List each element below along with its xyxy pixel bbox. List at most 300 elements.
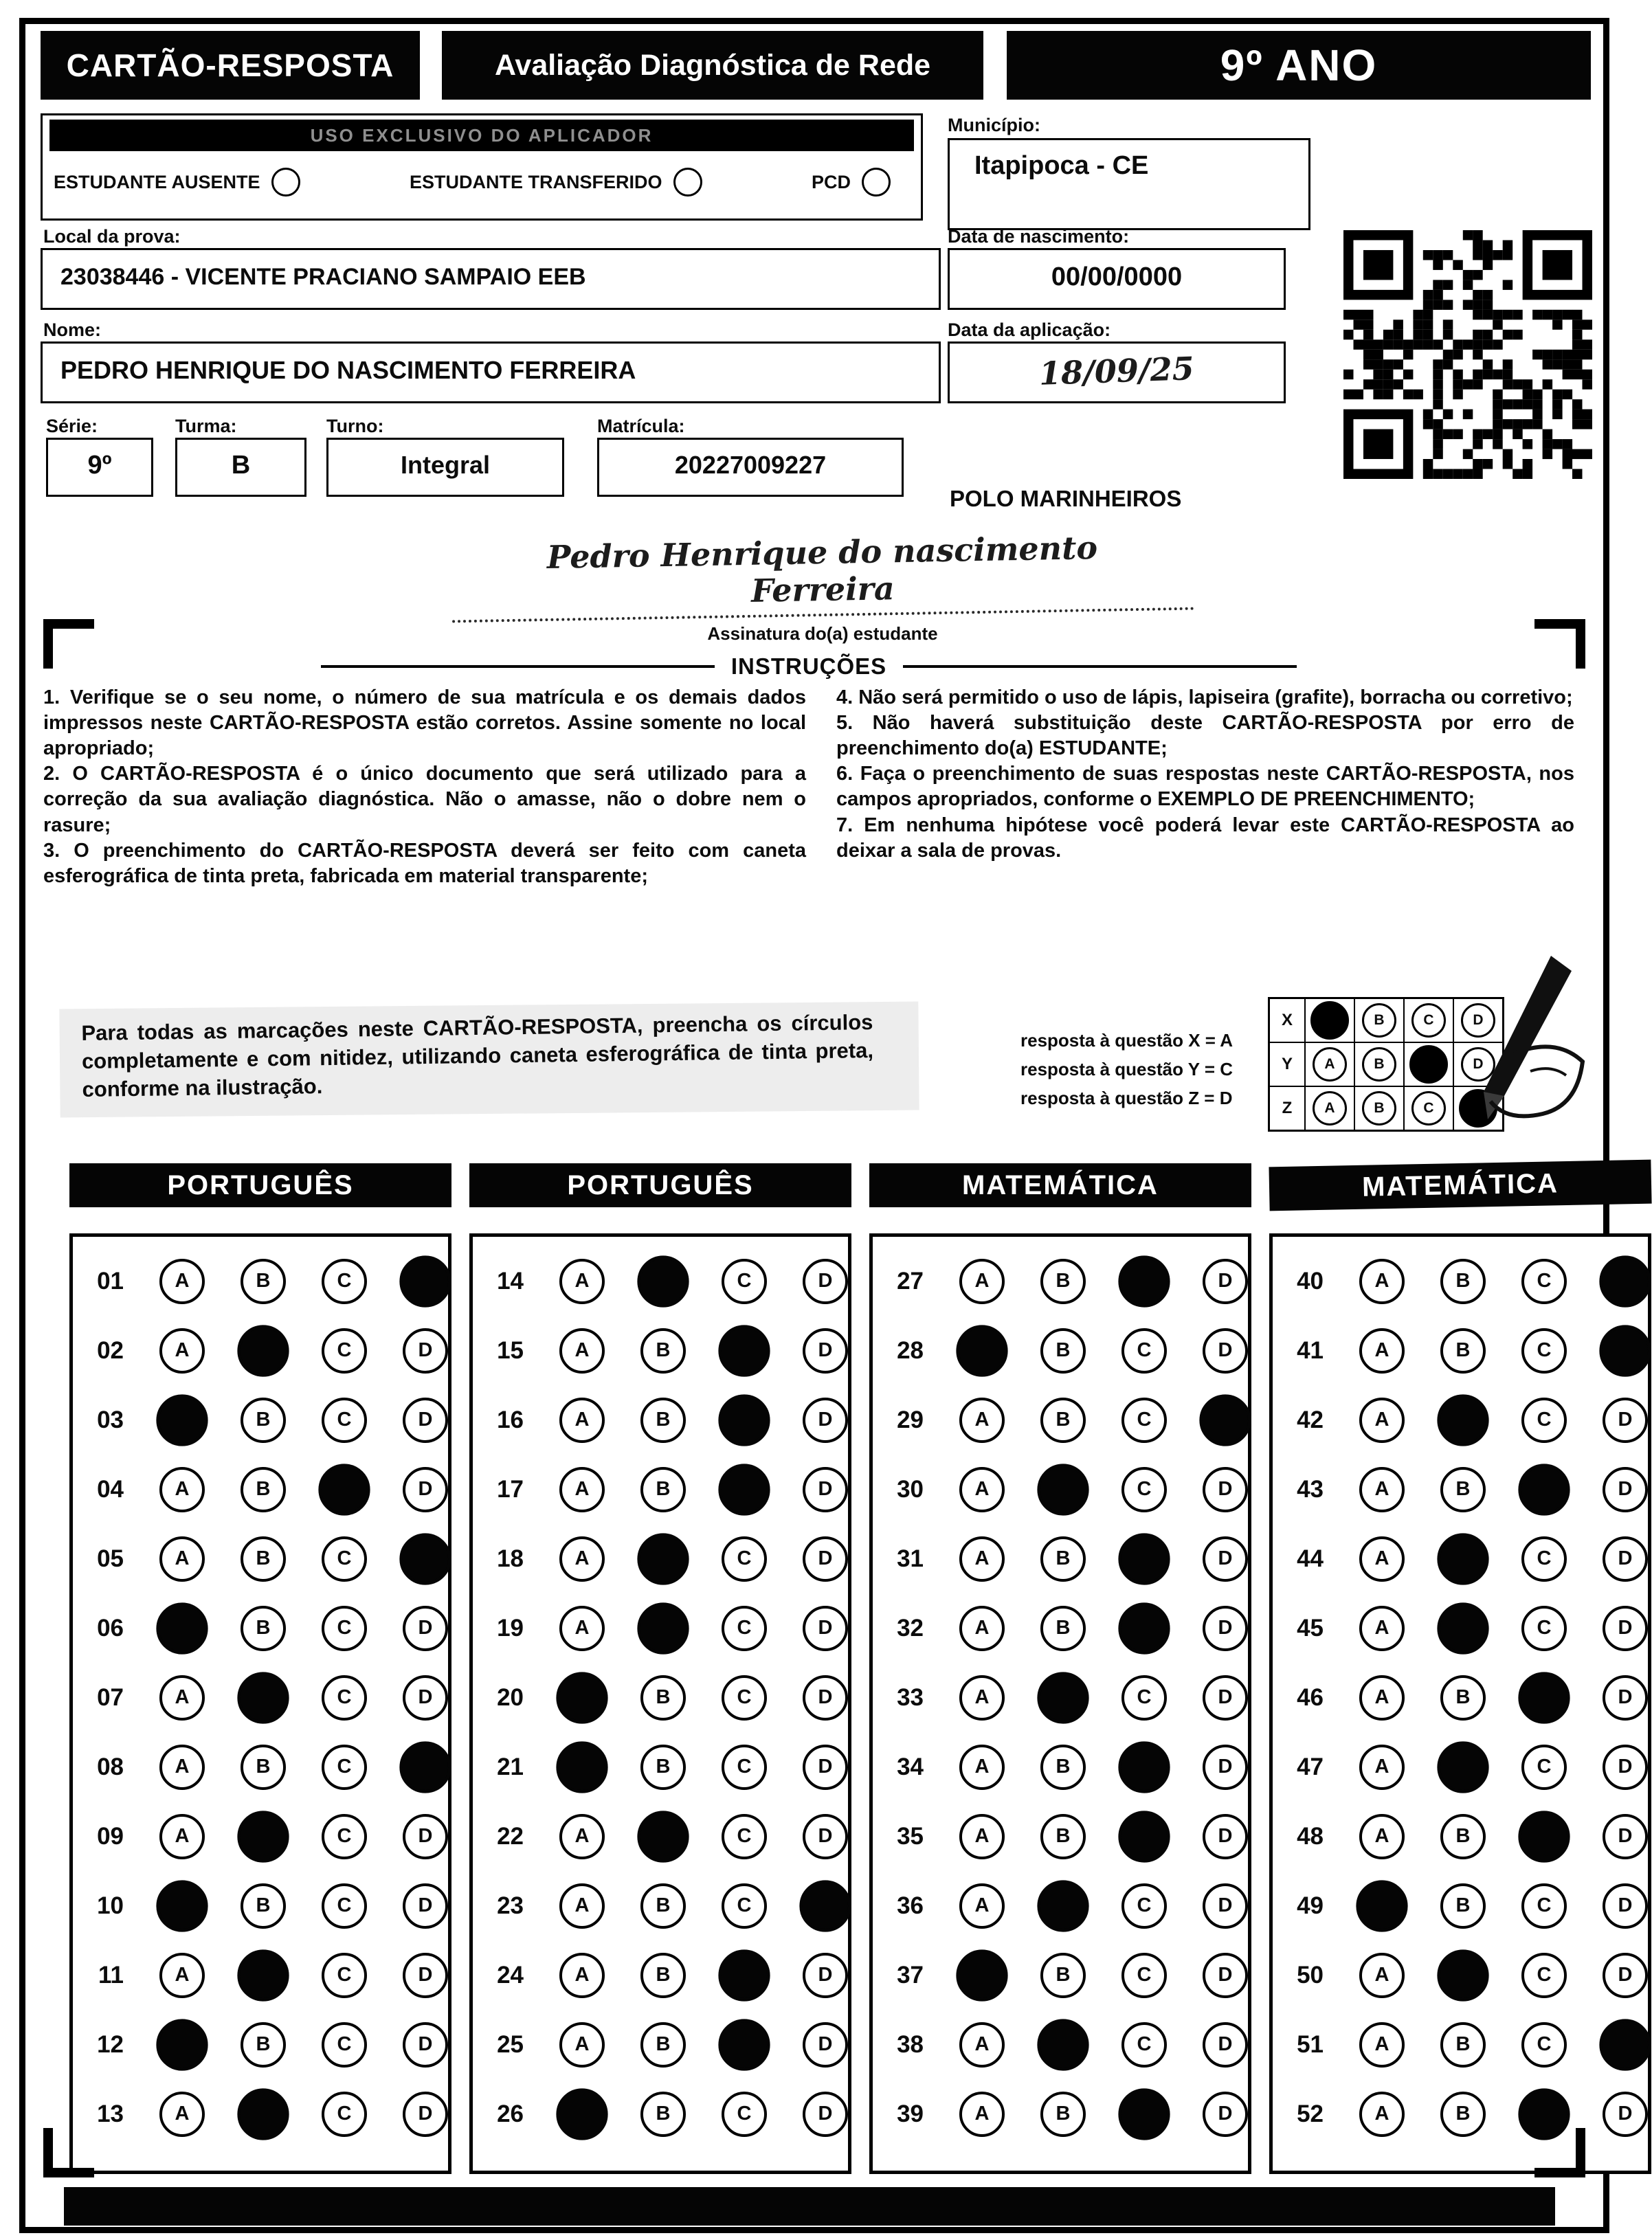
answer-bubble[interactable]: B xyxy=(640,2022,686,2068)
answer-bubble[interactable]: C xyxy=(1521,1745,1567,1790)
answer-section-header: MATEMÁTICA xyxy=(1269,1160,1651,1211)
answer-bubble[interactable]: A xyxy=(959,1675,1005,1721)
answer-bubble[interactable]: B xyxy=(1440,1883,1486,1929)
answer-bubble[interactable]: C xyxy=(1521,2022,1567,2068)
answer-box xyxy=(469,1233,851,2174)
answer-bubble[interactable]: C xyxy=(1521,1883,1567,1929)
example-cell xyxy=(1355,1087,1403,1130)
answer-box xyxy=(69,1233,451,2174)
answer-bubble[interactable]: A xyxy=(1359,1259,1405,1304)
answer-bubble[interactable] xyxy=(318,1464,370,1515)
answer-bubble[interactable]: B xyxy=(640,1398,686,1443)
answer-bubble[interactable]: D xyxy=(1603,1675,1648,1721)
answer-bubble[interactable]: C xyxy=(1121,1398,1167,1443)
answer-bubble[interactable]: D xyxy=(803,1606,848,1651)
answer-bubble[interactable] xyxy=(1118,1255,1170,1307)
answer-bubble[interactable] xyxy=(637,1533,689,1584)
answer-bubble[interactable]: A xyxy=(959,1814,1005,1859)
answer-bubble[interactable]: D xyxy=(1603,1883,1648,1929)
example-cell xyxy=(1306,1043,1354,1086)
answer-bubble[interactable]: A xyxy=(1359,1953,1405,1998)
answer-bubble[interactable]: D xyxy=(1203,2022,1248,2068)
question-number: 48 xyxy=(1297,1822,1324,1850)
question-row xyxy=(1273,1663,1648,1732)
question-row xyxy=(873,2079,1248,2149)
answer-bubble[interactable]: A xyxy=(1359,1745,1405,1790)
question-number: 03 xyxy=(97,1406,124,1433)
question-row xyxy=(873,1316,1248,1385)
turno-value: Integral xyxy=(326,438,564,497)
question-row xyxy=(473,1455,848,1524)
answer-bubble[interactable] xyxy=(1118,1533,1170,1584)
answer-bubble[interactable]: A xyxy=(1359,1814,1405,1859)
answer-bubble[interactable]: C xyxy=(722,1606,767,1651)
answer-bubble[interactable]: A xyxy=(559,1259,605,1304)
answer-bubble[interactable]: A xyxy=(559,1953,605,1998)
answer-bubble[interactable]: B xyxy=(241,1259,286,1304)
answer-bubble[interactable] xyxy=(156,2019,208,2070)
answer-bubble[interactable] xyxy=(556,1741,607,1793)
answer-bubble[interactable]: A xyxy=(1359,1675,1405,1721)
question-number: 44 xyxy=(1297,1545,1324,1572)
answer-bubble[interactable]: A xyxy=(959,2092,1005,2137)
answer-bubble[interactable]: B xyxy=(1040,1536,1086,1582)
matricula-label: Matrícula: xyxy=(597,416,685,436)
answer-bubble[interactable]: D xyxy=(803,1675,848,1721)
answer-bubble[interactable]: D xyxy=(403,1675,448,1721)
nome-value: PEDRO HENRIQUE DO NASCIMENTO FERREIRA xyxy=(41,341,941,403)
question-row xyxy=(73,1732,448,1802)
answer-bubble[interactable] xyxy=(556,2088,607,2140)
answer-bubble[interactable]: A xyxy=(959,1467,1005,1512)
answer-bubble[interactable]: A xyxy=(559,1606,605,1651)
answer-bubble[interactable] xyxy=(156,1880,208,1931)
answer-bubble[interactable]: C xyxy=(1521,1536,1567,1582)
answer-bubble[interactable]: B xyxy=(1440,1328,1486,1374)
answer-bubble[interactable]: C xyxy=(722,1259,767,1304)
answer-bubble[interactable]: A xyxy=(1359,1536,1405,1582)
question-number: 41 xyxy=(1297,1336,1324,1364)
answer-bubble[interactable] xyxy=(956,1325,1007,1376)
question-number: 34 xyxy=(897,1753,924,1780)
question-row xyxy=(873,1663,1248,1732)
answer-bubble[interactable]: C xyxy=(1521,1328,1567,1374)
answer-bubble[interactable]: C xyxy=(722,1675,767,1721)
applicator-section xyxy=(41,113,923,221)
answer-bubble[interactable]: D xyxy=(403,1467,448,1512)
answer-bubble[interactable] xyxy=(718,2019,770,2070)
answer-bubble[interactable]: D xyxy=(403,2022,448,2068)
answer-bubble[interactable] xyxy=(1518,1464,1570,1515)
instructions-right xyxy=(836,685,1574,889)
answer-bubble[interactable]: A xyxy=(1359,1467,1405,1512)
answer-bubble[interactable] xyxy=(237,2088,289,2140)
question-row xyxy=(1273,1316,1648,1385)
answer-section-header: PORTUGUÊS xyxy=(469,1163,851,1207)
answer-bubble[interactable]: D xyxy=(803,2022,848,2068)
answer-bubble[interactable]: D xyxy=(1203,1606,1248,1651)
question-number: 07 xyxy=(97,1683,124,1711)
example-cell xyxy=(1405,1043,1453,1086)
answer-bubble[interactable]: B xyxy=(1440,2092,1486,2137)
answer-bubble[interactable] xyxy=(956,1949,1007,2001)
answer-bubble[interactable] xyxy=(399,1255,451,1307)
answer-bubble[interactable]: C xyxy=(322,1259,367,1304)
answer-bubble[interactable]: B xyxy=(1040,1328,1086,1374)
answer-bubble[interactable]: C xyxy=(1121,1883,1167,1929)
answer-bubble[interactable] xyxy=(1037,1880,1089,1931)
answer-bubble[interactable]: B xyxy=(241,1398,286,1443)
answer-bubble[interactable] xyxy=(1437,1741,1488,1793)
question-row xyxy=(73,1385,448,1455)
answer-bubble[interactable]: A xyxy=(159,2092,205,2137)
answer-bubble[interactable] xyxy=(1356,1880,1407,1931)
answer-bubble[interactable]: B xyxy=(1440,2022,1486,2068)
answer-bubble[interactable]: B xyxy=(1440,1814,1486,1859)
answer-bubble[interactable]: C xyxy=(722,1814,767,1859)
answer-bubble[interactable]: A xyxy=(1359,1606,1405,1651)
answer-bubble[interactable]: D xyxy=(803,1814,848,1859)
answer-bubble[interactable]: B xyxy=(1040,1814,1086,1859)
answer-bubble[interactable]: D xyxy=(1203,1675,1248,1721)
answer-bubble[interactable] xyxy=(1599,1255,1651,1307)
answer-bubble[interactable]: D xyxy=(1603,1745,1648,1790)
answer-bubble[interactable]: C xyxy=(322,1675,367,1721)
answer-bubble[interactable]: B xyxy=(1040,1745,1086,1790)
answer-bubble[interactable]: C xyxy=(722,1536,767,1582)
answer-bubble[interactable] xyxy=(1118,2088,1170,2140)
question-number: 12 xyxy=(97,2030,124,2058)
answer-bubble[interactable]: D xyxy=(1203,1814,1248,1859)
answer-bubble[interactable] xyxy=(156,1394,208,1446)
answer-bubble[interactable] xyxy=(637,1811,689,1862)
applicator-bubble[interactable] xyxy=(673,168,702,197)
answer-bubble[interactable]: B xyxy=(1040,2092,1086,2137)
answer-bubble[interactable]: A xyxy=(959,1536,1005,1582)
answer-bubble[interactable]: A xyxy=(959,1259,1005,1304)
answer-bubble[interactable]: D xyxy=(1603,1814,1648,1859)
bottom-timing-bar xyxy=(64,2187,1555,2226)
answer-bubble[interactable]: D xyxy=(803,1259,848,1304)
answer-bubble[interactable]: B xyxy=(1040,1953,1086,1998)
answer-bubble[interactable]: D xyxy=(1203,2092,1248,2137)
answer-bubble[interactable]: D xyxy=(803,1328,848,1374)
answer-bubble[interactable]: B xyxy=(241,1745,286,1790)
answer-bubble[interactable]: C xyxy=(722,1745,767,1790)
example-cell xyxy=(1355,1043,1403,1086)
answer-sheet xyxy=(19,18,1633,2233)
answer-bubble[interactable]: D xyxy=(1203,1328,1248,1374)
example-cell xyxy=(1355,999,1403,1042)
answer-bubble[interactable]: C xyxy=(1121,1328,1167,1374)
question-number: 52 xyxy=(1297,2100,1324,2127)
answer-bubble[interactable]: A xyxy=(959,1745,1005,1790)
question-row xyxy=(873,1940,1248,2010)
answer-bubble[interactable]: C xyxy=(322,2092,367,2137)
question-number: 51 xyxy=(1297,2030,1324,2058)
nome-label: Nome: xyxy=(43,320,102,340)
question-number: 49 xyxy=(1297,1892,1324,1919)
answer-bubble[interactable]: D xyxy=(1603,1606,1648,1651)
instruction-item: 3. O preenchimento do CARTÃO-RESPOSTA deverá ser feito com caneta esferográfica de tinta preta, fabricada em material transparente; xyxy=(43,839,806,887)
example-bubble: A xyxy=(1313,1091,1347,1125)
answer-bubble[interactable]: C xyxy=(1521,1398,1567,1443)
answer-bubble[interactable]: B xyxy=(241,1606,286,1651)
answer-bubble[interactable] xyxy=(718,1325,770,1376)
answer-bubble[interactable]: B xyxy=(640,1745,686,1790)
answer-bubble[interactable]: B xyxy=(1040,1398,1086,1443)
question-row xyxy=(1273,1593,1648,1663)
applicator-option-label: ESTUDANTE TRANSFERIDO xyxy=(410,171,662,192)
answer-bubble[interactable]: C xyxy=(322,1814,367,1859)
answer-bubble[interactable]: B xyxy=(241,2022,286,2068)
answer-bubble[interactable]: D xyxy=(403,1398,448,1443)
answer-bubble[interactable] xyxy=(1437,1602,1488,1654)
instruction-item: 7. Em nenhuma hipótese você poderá levar este CARTÃO-RESPOSTA ao deixar a sala de provas. xyxy=(836,814,1574,862)
answer-bubble[interactable] xyxy=(237,1672,289,1723)
matricula-value: 20227009227 xyxy=(597,438,904,497)
answer-bubble[interactable]: A xyxy=(559,1398,605,1443)
answer-bubble[interactable]: B xyxy=(640,1328,686,1374)
question-row xyxy=(473,2010,848,2079)
answer-bubble[interactable]: A xyxy=(159,1328,205,1374)
answer-bubble[interactable]: C xyxy=(1521,1259,1567,1304)
answer-bubble[interactable]: B xyxy=(1040,1606,1086,1651)
student-signature: Pedro Henrique do nascimento Ferreira xyxy=(451,528,1194,623)
answer-bubble[interactable] xyxy=(237,1811,289,1862)
answer-bubble[interactable]: B xyxy=(241,1536,286,1582)
answer-bubble[interactable] xyxy=(1037,1464,1089,1515)
answer-bubble[interactable] xyxy=(1199,1394,1251,1446)
answer-bubble[interactable]: A xyxy=(159,1536,205,1582)
question-row xyxy=(873,1593,1248,1663)
answer-bubble[interactable] xyxy=(1437,1533,1488,1584)
answer-bubble[interactable]: C xyxy=(1121,1675,1167,1721)
answer-bubble[interactable]: C xyxy=(322,1328,367,1374)
answer-bubble[interactable]: C xyxy=(1121,2022,1167,2068)
applicator-bubble[interactable] xyxy=(862,168,891,197)
question-row xyxy=(473,1385,848,1455)
question-row xyxy=(1273,2079,1648,2149)
aplicacao-handwritten-date: 18/09/25 xyxy=(1038,350,1195,392)
answer-bubble[interactable]: C xyxy=(1521,1953,1567,1998)
question-number: 02 xyxy=(97,1336,124,1364)
answer-bubble[interactable]: D xyxy=(1203,1883,1248,1929)
answer-bubble[interactable] xyxy=(1118,1741,1170,1793)
answer-bubble[interactable]: A xyxy=(559,2022,605,2068)
answer-bubble[interactable]: A xyxy=(559,1814,605,1859)
answer-bubble[interactable]: D xyxy=(1203,1953,1248,1998)
answer-bubble[interactable]: B xyxy=(640,1883,686,1929)
example-bubble: D xyxy=(1461,1003,1495,1038)
answer-bubble[interactable]: B xyxy=(1440,1259,1486,1304)
answer-bubble[interactable] xyxy=(1599,1325,1651,1376)
example-bubble: B xyxy=(1362,1003,1396,1038)
answer-bubble[interactable]: D xyxy=(803,1398,848,1443)
answer-bubble[interactable]: D xyxy=(1203,1745,1248,1790)
example-row-label-cell xyxy=(1270,1043,1304,1086)
answer-bubble[interactable]: A xyxy=(1359,1328,1405,1374)
instruction-item: 5. Não haverá substituição deste CARTÃO-RESPOSTA por erro de preenchimento do(a) ESTUDANTE; xyxy=(836,712,1574,760)
aplicacao-value xyxy=(948,341,1286,403)
answer-bubble[interactable]: D xyxy=(803,1467,848,1512)
answer-bubble[interactable]: D xyxy=(803,1953,848,1998)
applicator-option xyxy=(410,168,702,197)
question-row xyxy=(73,1246,448,1316)
answer-bubble[interactable]: A xyxy=(959,1883,1005,1929)
answer-bubble[interactable]: A xyxy=(1359,2092,1405,2137)
answer-bubble[interactable] xyxy=(799,1880,851,1931)
answer-bubble[interactable]: A xyxy=(159,1467,205,1512)
answer-bubble[interactable] xyxy=(718,1394,770,1446)
question-number: 18 xyxy=(497,1545,524,1572)
question-row xyxy=(73,1455,448,1524)
question-row xyxy=(73,1940,448,2010)
question-number: 43 xyxy=(1297,1475,1324,1503)
answer-bubble[interactable]: A xyxy=(559,1467,605,1512)
applicator-bubble[interactable] xyxy=(271,168,300,197)
registration-mark-bottom-right xyxy=(1534,2128,1585,2177)
answer-bubble[interactable]: D xyxy=(1603,1536,1648,1582)
answer-bubble[interactable] xyxy=(1037,1672,1089,1723)
question-number: 10 xyxy=(97,1892,124,1919)
answer-bubble[interactable]: A xyxy=(1359,2022,1405,2068)
answer-bubble[interactable]: C xyxy=(322,2022,367,2068)
example-row-label: X xyxy=(1281,1011,1293,1029)
answer-bubble[interactable]: D xyxy=(403,1814,448,1859)
turno-label: Turno: xyxy=(326,416,384,436)
answer-section-header: PORTUGUÊS xyxy=(69,1163,451,1207)
answer-bubble[interactable]: B xyxy=(640,1953,686,1998)
answer-bubble[interactable]: C xyxy=(322,1745,367,1790)
question-number: 13 xyxy=(97,2100,124,2127)
answer-bubble[interactable]: A xyxy=(159,1745,205,1790)
answer-bubble[interactable]: C xyxy=(322,1606,367,1651)
question-number: 29 xyxy=(897,1406,924,1433)
example-bubble: A xyxy=(1313,1047,1347,1082)
answer-bubble[interactable]: B xyxy=(1440,1467,1486,1512)
answer-bubble[interactable] xyxy=(1518,1672,1570,1723)
instruction-item: 2. O CARTÃO-RESPOSTA é o único documento que será utilizado para a correção da sua avaliação diagnóstica. Não o amasse, não o dobre nem o rasure; xyxy=(43,763,806,836)
answer-bubble[interactable]: D xyxy=(1603,1467,1648,1512)
answer-bubble[interactable]: D xyxy=(803,1536,848,1582)
answer-bubble[interactable]: A xyxy=(159,1814,205,1859)
answer-bubble[interactable] xyxy=(1437,1949,1488,2001)
answer-bubble[interactable] xyxy=(1118,1602,1170,1654)
answer-bubble[interactable]: B xyxy=(640,1467,686,1512)
answer-bubble[interactable]: A xyxy=(559,1328,605,1374)
answer-bubble[interactable]: B xyxy=(1040,1259,1086,1304)
answer-bubble[interactable]: D xyxy=(1203,1536,1248,1582)
answer-bubble[interactable] xyxy=(718,1464,770,1515)
question-row xyxy=(873,1524,1248,1593)
answer-bubble[interactable]: A xyxy=(159,1953,205,1998)
answer-bubble[interactable]: D xyxy=(1603,2092,1648,2137)
answer-bubble[interactable] xyxy=(237,1949,289,2001)
answer-bubble[interactable]: D xyxy=(1603,1398,1648,1443)
answer-bubble[interactable]: B xyxy=(1440,1675,1486,1721)
question-row xyxy=(73,1316,448,1385)
answer-bubble[interactable]: A xyxy=(1359,1398,1405,1443)
question-number: 36 xyxy=(897,1892,924,1919)
example-legend-line: resposta à questão X = A xyxy=(1020,1030,1233,1051)
answer-bubble[interactable]: C xyxy=(1121,1467,1167,1512)
answer-bubble[interactable] xyxy=(1037,2019,1089,2070)
question-row xyxy=(473,1871,848,1940)
answer-bubble[interactable]: B xyxy=(640,1675,686,1721)
answer-bubble[interactable]: A xyxy=(559,1536,605,1582)
answer-bubble[interactable] xyxy=(156,1602,208,1654)
answer-bubble[interactable]: A xyxy=(959,2022,1005,2068)
answer-bubble[interactable]: C xyxy=(1121,1953,1167,1998)
answer-bubble[interactable]: C xyxy=(322,1883,367,1929)
example-bubble: B xyxy=(1362,1047,1396,1082)
answer-bubble[interactable] xyxy=(1518,1811,1570,1862)
answer-bubble[interactable]: C xyxy=(722,1883,767,1929)
answer-bubble[interactable]: C xyxy=(1521,1606,1567,1651)
answer-bubble[interactable]: B xyxy=(640,2092,686,2137)
answer-bubble[interactable]: A xyxy=(959,1606,1005,1651)
grade-badge: 9º ANO xyxy=(1007,31,1591,100)
answer-bubble[interactable]: A xyxy=(159,1675,205,1721)
answer-bubble[interactable]: D xyxy=(1603,1953,1648,1998)
question-row xyxy=(73,1663,448,1732)
example-row-label: Z xyxy=(1282,1099,1293,1117)
answer-box xyxy=(1269,1233,1651,2174)
applicator-options xyxy=(43,151,921,213)
answer-bubble[interactable]: B xyxy=(241,1883,286,1929)
answer-bubble[interactable] xyxy=(399,1741,451,1793)
answer-bubble[interactable]: D xyxy=(403,1953,448,1998)
question-row xyxy=(1273,2010,1648,2079)
answer-bubble[interactable]: C xyxy=(322,1953,367,1998)
answer-bubble[interactable]: C xyxy=(322,1536,367,1582)
answer-bubble[interactable] xyxy=(237,1325,289,1376)
answer-bubble[interactable] xyxy=(1437,1394,1488,1446)
answer-bubble[interactable]: D xyxy=(403,1606,448,1651)
question-row xyxy=(73,1524,448,1593)
answer-bubble[interactable]: C xyxy=(722,2092,767,2137)
hand-pen-illustration xyxy=(1448,950,1592,1160)
answer-bubble[interactable]: C xyxy=(322,1398,367,1443)
answer-bubble[interactable]: A xyxy=(959,1398,1005,1443)
answer-bubble[interactable]: D xyxy=(803,1745,848,1790)
answer-bubble[interactable] xyxy=(556,1672,607,1723)
answer-bubble[interactable] xyxy=(637,1602,689,1654)
answer-bubble[interactable]: A xyxy=(159,1259,205,1304)
answer-bubble[interactable]: D xyxy=(403,2092,448,2137)
question-number: 33 xyxy=(897,1683,924,1711)
signature-area xyxy=(451,529,1194,645)
question-number: 20 xyxy=(497,1683,524,1711)
answer-bubble[interactable] xyxy=(399,1533,451,1584)
answer-bubble[interactable] xyxy=(637,1255,689,1307)
answer-bubble[interactable] xyxy=(1118,1811,1170,1862)
answer-bubble[interactable] xyxy=(718,1949,770,2001)
form-subtitle: Avaliação Diagnóstica de Rede xyxy=(442,31,983,100)
answer-bubble[interactable]: A xyxy=(559,1883,605,1929)
answer-bubble[interactable]: D xyxy=(403,1328,448,1374)
answer-bubble[interactable]: D xyxy=(1203,1259,1248,1304)
answer-bubble[interactable]: D xyxy=(403,1883,448,1929)
answer-bubble[interactable]: B xyxy=(241,1467,286,1512)
nascimento-value: 00/00/0000 xyxy=(948,248,1286,310)
example-row-label-cell xyxy=(1270,999,1304,1042)
answer-bubble[interactable]: D xyxy=(1203,1467,1248,1512)
answer-bubble[interactable] xyxy=(1599,2019,1651,2070)
instructions-left xyxy=(43,685,806,889)
answer-bubble[interactable]: D xyxy=(803,2092,848,2137)
